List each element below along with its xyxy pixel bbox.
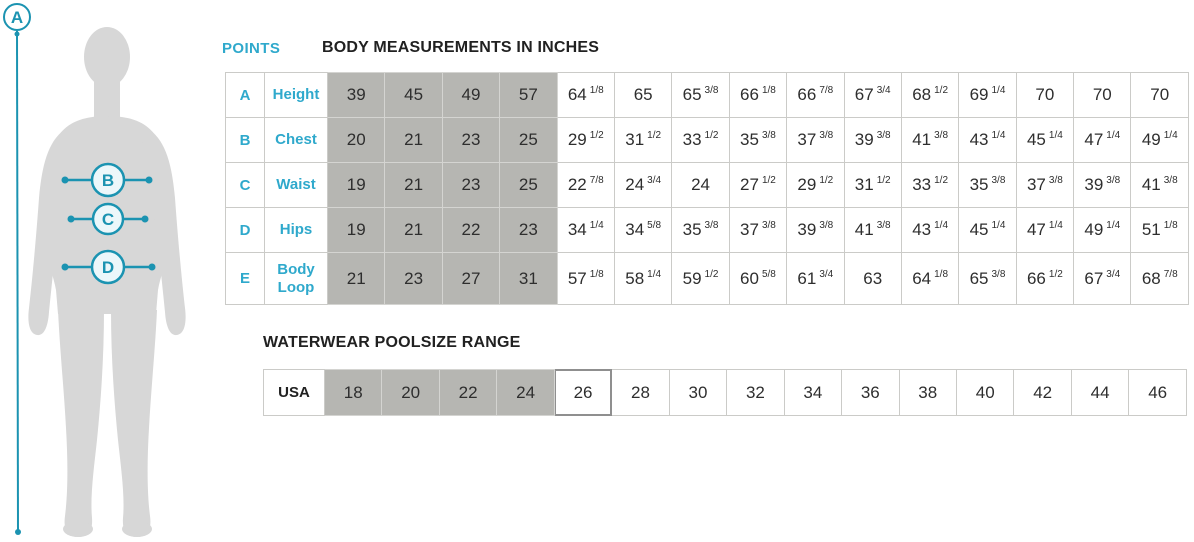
- cell-fraction: 1/2: [934, 85, 949, 97]
- cell-fraction: 3/8: [1163, 175, 1178, 187]
- measurement-cell: [1131, 253, 1189, 305]
- cell-number: 39: [346, 85, 366, 104]
- measurement-cell: [500, 118, 557, 163]
- measurement-cell: [328, 118, 385, 163]
- cell-fraction: 3/4: [1106, 268, 1121, 280]
- cell-fraction: 1/4: [1106, 130, 1121, 142]
- measurement-cell: [844, 118, 901, 163]
- measurement-cell: [672, 163, 729, 208]
- cell-fraction: 1/4: [991, 85, 1006, 97]
- cell-fraction: 3/8: [761, 220, 776, 232]
- cell-fraction: 1/2: [704, 130, 719, 142]
- cell-number: 61: [797, 268, 817, 288]
- cell-number: 49: [461, 85, 481, 104]
- cell-fraction: 1/2: [589, 130, 604, 142]
- measurement-cell: [614, 163, 671, 208]
- cell-number: 65: [633, 85, 653, 104]
- measurement-cell: [1016, 253, 1073, 305]
- point-letter: A: [226, 73, 265, 118]
- cell-number: 24: [625, 175, 645, 194]
- cell-number: 64: [912, 268, 932, 288]
- cell-number: 27: [461, 268, 481, 288]
- cell-fraction: 1/2: [876, 175, 891, 187]
- measurement-cell: [557, 73, 614, 118]
- measurement-cell: [901, 118, 958, 163]
- cell-number: 38: [918, 382, 938, 402]
- measurement-cell: [844, 73, 901, 118]
- measurement-cell: [672, 73, 729, 118]
- cell-number: 70: [1092, 85, 1112, 104]
- cell-number: 26: [573, 382, 593, 402]
- cell-number: 66: [1026, 268, 1046, 288]
- cell-fraction: 3/8: [761, 130, 776, 142]
- measurement-cell: [557, 253, 614, 305]
- measurement-cell: [442, 208, 499, 253]
- measurement-cell: [1074, 163, 1131, 208]
- measurement-cell: [328, 163, 385, 208]
- measurement-cell: [787, 163, 844, 208]
- measurement-cell: [729, 118, 786, 163]
- measurement-row-a: [226, 73, 1189, 118]
- measurement-cell: [385, 73, 442, 118]
- measurement-cell: [959, 208, 1016, 253]
- measurement-cell: [787, 73, 844, 118]
- cell-number: 46: [1148, 382, 1168, 402]
- cell-number: 57: [518, 85, 538, 104]
- cell-fraction: 1/2: [761, 175, 776, 187]
- measurement-cell: [729, 253, 786, 305]
- cell-number: 68: [912, 85, 932, 104]
- cell-number: 35: [740, 130, 759, 149]
- measurement-cell: [1074, 118, 1131, 163]
- point-letter: E: [226, 253, 265, 305]
- measurement-cell: [557, 118, 614, 163]
- measurement-cell: [1016, 208, 1073, 253]
- measurement-cell: [1074, 253, 1131, 305]
- measurement-cell: [729, 163, 786, 208]
- measurement-cell: [614, 118, 671, 163]
- cell-number: 21: [404, 175, 424, 194]
- measurement-cell: [729, 208, 786, 253]
- cell-number: 20: [401, 382, 421, 402]
- cell-number: 22: [567, 175, 587, 194]
- measurement-cell: [844, 253, 901, 305]
- cell-number: 41: [912, 130, 932, 149]
- cell-number: 25: [518, 130, 538, 149]
- cell-fraction: 3/8: [819, 220, 834, 232]
- point-letter: D: [226, 208, 265, 253]
- measurement-cell: [844, 163, 901, 208]
- measurement-cell: [328, 73, 385, 118]
- cell-fraction: 5/8: [647, 220, 662, 232]
- cell-fraction: 3/4: [819, 268, 834, 280]
- cell-number: 59: [682, 268, 702, 288]
- poolsize-cell: [325, 370, 382, 416]
- cell-number: 49: [1084, 220, 1104, 239]
- cell-number: 37: [797, 130, 817, 149]
- cell-number: 66: [797, 85, 817, 104]
- cell-number: 47: [1026, 220, 1046, 239]
- cell-fraction: 1/2: [1048, 268, 1063, 280]
- cell-number: 31: [854, 175, 874, 194]
- measurement-cell: [787, 208, 844, 253]
- poolsize-cell: [899, 370, 956, 416]
- cell-number: 39: [1084, 175, 1104, 194]
- cell-fraction: 1/8: [934, 268, 949, 280]
- cell-number: 70: [1150, 85, 1170, 104]
- cell-fraction: 1/2: [819, 175, 834, 187]
- cell-fraction: 3/8: [1048, 175, 1063, 187]
- cell-number: 60: [740, 268, 759, 288]
- measurement-cell: [385, 253, 442, 305]
- cell-fraction: 3/8: [1106, 175, 1121, 187]
- measurement-row-e: [226, 253, 1189, 305]
- cell-fraction: 3/8: [876, 130, 891, 142]
- measurement-cell: [500, 73, 557, 118]
- measurement-cell: [787, 253, 844, 305]
- cell-number: 21: [404, 130, 424, 149]
- cell-number: 22: [461, 220, 481, 239]
- cell-fraction: 3/4: [647, 175, 662, 187]
- measurement-cell: [614, 208, 671, 253]
- cell-number: 35: [969, 175, 989, 194]
- poolsize-cell: [842, 370, 899, 416]
- poolsize-cell: [612, 370, 669, 416]
- cell-fraction: 1/2: [934, 175, 949, 187]
- measurement-cell: [901, 208, 958, 253]
- cell-fraction: 3/4: [876, 85, 891, 97]
- cell-number: 70: [1035, 85, 1055, 104]
- cell-number: 23: [518, 220, 538, 239]
- marker-d-label: D: [101, 258, 115, 277]
- measurement-cell: [844, 208, 901, 253]
- cell-fraction: 1/2: [647, 130, 662, 142]
- measurement-cell: [442, 163, 499, 208]
- measurement-cell: [385, 118, 442, 163]
- cell-number: 40: [975, 382, 995, 402]
- cell-number: 41: [1141, 175, 1161, 194]
- point-letter: C: [226, 163, 265, 208]
- measurement-cell: [1016, 73, 1073, 118]
- cell-number: 33: [682, 130, 702, 149]
- marker-b: [92, 164, 124, 196]
- cell-number: 34: [803, 382, 823, 402]
- cell-fraction: 3/8: [819, 130, 834, 142]
- cell-number: 27: [740, 175, 759, 194]
- cell-number: 51: [1141, 220, 1161, 239]
- cell-number: 39: [797, 220, 817, 239]
- measurement-cell: [1131, 163, 1189, 208]
- measurement-cell: [959, 73, 1016, 118]
- cell-number: 37: [1026, 175, 1046, 194]
- cell-number: 23: [404, 268, 424, 288]
- cell-fraction: 1/4: [991, 130, 1006, 142]
- poolsize-heading: WATERWEAR POOLSIZE RANGE: [263, 334, 521, 351]
- poolsize-cell: [382, 370, 439, 416]
- marker-a-label: A: [10, 8, 24, 27]
- cell-number: 34: [625, 220, 645, 239]
- measurement-cell: [442, 253, 499, 305]
- measurement-row-d: [226, 208, 1189, 253]
- cell-fraction: 1/8: [589, 85, 604, 97]
- cell-number: 19: [346, 220, 366, 239]
- cell-fraction: 1/4: [934, 220, 949, 232]
- measurement-cell: [901, 253, 958, 305]
- cell-number: 45: [404, 85, 424, 104]
- poolsize-cell: [727, 370, 784, 416]
- measurement-cell: [500, 208, 557, 253]
- cell-fraction: 7/8: [589, 175, 604, 187]
- body-measurement-figure: [0, 0, 210, 542]
- cell-number: 37: [740, 220, 759, 239]
- cell-fraction: 1/8: [1163, 220, 1178, 232]
- measurement-cell: [1131, 118, 1189, 163]
- measurement-cell: [1016, 118, 1073, 163]
- cell-number: 31: [518, 268, 538, 288]
- point-label: Chest: [265, 118, 328, 163]
- measurement-cell: [557, 163, 614, 208]
- cell-fraction: 1/4: [1106, 220, 1121, 232]
- measurements-heading: BODY MEASUREMENTS IN INCHES: [322, 39, 600, 56]
- poolsize-cell: [956, 370, 1013, 416]
- marker-c-label: C: [101, 210, 115, 229]
- cell-number: 57: [567, 268, 587, 288]
- cell-fraction: 3/8: [991, 175, 1006, 187]
- measurement-cell: [1074, 73, 1131, 118]
- cell-number: 67: [854, 85, 874, 104]
- points-heading: POINTS: [222, 40, 281, 57]
- cell-fraction: 7/8: [819, 85, 834, 97]
- measurement-cell: [901, 163, 958, 208]
- cell-fraction: 3/8: [704, 85, 719, 97]
- measurement-cell: [901, 73, 958, 118]
- cell-number: 34: [567, 220, 587, 239]
- cell-number: 35: [682, 220, 702, 239]
- measurement-cell: [614, 73, 671, 118]
- measurement-cell: [672, 208, 729, 253]
- point-label: Waist: [265, 163, 328, 208]
- measurement-cell: [1074, 208, 1131, 253]
- point-label: Height: [265, 73, 328, 118]
- measurement-row-c: [226, 163, 1189, 208]
- marker-d: [92, 251, 124, 283]
- cell-number: 30: [688, 382, 708, 402]
- cell-number: 45: [969, 220, 989, 239]
- cell-number: 63: [863, 268, 883, 288]
- cell-number: 24: [516, 382, 536, 402]
- cell-number: 58: [625, 268, 645, 288]
- cell-number: 49: [1141, 130, 1161, 149]
- cell-number: 67: [1084, 268, 1104, 288]
- cell-number: 23: [461, 130, 481, 149]
- poolsize-table: [263, 369, 1187, 416]
- cell-number: 39: [854, 130, 874, 149]
- measurement-cell: [1131, 73, 1189, 118]
- cell-number: 44: [1090, 382, 1110, 402]
- cell-fraction: 1/4: [991, 220, 1006, 232]
- cell-number: 22: [458, 382, 478, 402]
- cell-fraction: 3/8: [876, 220, 891, 232]
- measurement-cell: [672, 118, 729, 163]
- measurement-cell: [1131, 208, 1189, 253]
- body-measurements-table: [225, 72, 1189, 305]
- measurement-cell: [959, 118, 1016, 163]
- marker-a: [4, 4, 30, 30]
- measurement-cell: [729, 73, 786, 118]
- poolsize-region-label: USA: [264, 370, 325, 416]
- point-label: Body Loop: [265, 253, 328, 305]
- poolsize-cell: [439, 370, 496, 416]
- cell-number: 45: [1026, 130, 1046, 149]
- cell-number: 23: [461, 175, 481, 194]
- measurement-cell: [959, 163, 1016, 208]
- measurement-cell: [328, 253, 385, 305]
- point-letter: B: [226, 118, 265, 163]
- poolsize-cell: [1071, 370, 1128, 416]
- cell-number: 24: [691, 175, 710, 194]
- measurement-cell: [672, 253, 729, 305]
- poolsize-cell: [784, 370, 841, 416]
- cell-number: 21: [346, 268, 366, 288]
- cell-number: 69: [969, 85, 989, 104]
- measurement-cell: [1016, 163, 1073, 208]
- cell-number: 20: [346, 130, 366, 149]
- poolsize-row-usa: [264, 370, 1187, 416]
- cell-fraction: 1/4: [1048, 220, 1063, 232]
- cell-number: 29: [797, 175, 817, 194]
- poolsize-cell: [497, 370, 554, 416]
- cell-fraction: 1/4: [589, 220, 604, 232]
- marker-c: [93, 204, 123, 234]
- marker-b-label: B: [101, 171, 115, 190]
- cell-number: 36: [860, 382, 880, 402]
- cell-number: 64: [567, 85, 587, 104]
- cell-number: 19: [346, 175, 366, 194]
- cell-number: 41: [854, 220, 874, 239]
- cell-number: 43: [969, 130, 989, 149]
- measurement-cell: [500, 253, 557, 305]
- measurement-cell: [328, 208, 385, 253]
- measurement-cell: [442, 73, 499, 118]
- measurement-cell: [500, 163, 557, 208]
- measurement-cell: [959, 253, 1016, 305]
- cell-number: 29: [567, 130, 587, 149]
- cell-fraction: 1/8: [589, 268, 604, 280]
- cell-fraction: 3/8: [991, 268, 1006, 280]
- measurement-cell: [787, 118, 844, 163]
- measurement-cell: [614, 253, 671, 305]
- cell-number: 47: [1084, 130, 1104, 149]
- cell-number: 43: [912, 220, 932, 239]
- cell-number: 18: [343, 382, 363, 402]
- poolsize-cell: [1014, 370, 1071, 416]
- measurement-cell: [385, 208, 442, 253]
- cell-fraction: 7/8: [1163, 268, 1178, 280]
- measurement-cell: [442, 118, 499, 163]
- cell-number: 33: [912, 175, 932, 194]
- measurement-cell: [385, 163, 442, 208]
- poolsize-cell: [554, 370, 611, 416]
- cell-fraction: 1/2: [704, 268, 719, 280]
- cell-fraction: 1/8: [761, 85, 776, 97]
- cell-number: 21: [404, 220, 424, 239]
- cell-fraction: 3/8: [704, 220, 719, 232]
- point-label: Hips: [265, 208, 328, 253]
- cell-fraction: 5/8: [761, 268, 776, 280]
- height-measure-line: [15, 31, 22, 535]
- measurement-row-b: [226, 118, 1189, 163]
- cell-fraction: 3/8: [934, 130, 949, 142]
- poolsize-cell: [1129, 370, 1187, 416]
- cell-number: 65: [969, 268, 989, 288]
- cell-number: 25: [518, 175, 538, 194]
- cell-fraction: 1/4: [647, 268, 662, 280]
- cell-number: 28: [631, 382, 650, 402]
- cell-number: 31: [625, 130, 645, 149]
- cell-number: 32: [745, 382, 765, 402]
- cell-number: 65: [682, 85, 702, 104]
- cell-fraction: 1/4: [1048, 130, 1063, 142]
- cell-number: 68: [1141, 268, 1161, 288]
- cell-number: 42: [1033, 382, 1053, 402]
- poolsize-cell: [669, 370, 726, 416]
- cell-number: 66: [740, 85, 759, 104]
- measurement-cell: [557, 208, 614, 253]
- cell-fraction: 1/4: [1163, 130, 1178, 142]
